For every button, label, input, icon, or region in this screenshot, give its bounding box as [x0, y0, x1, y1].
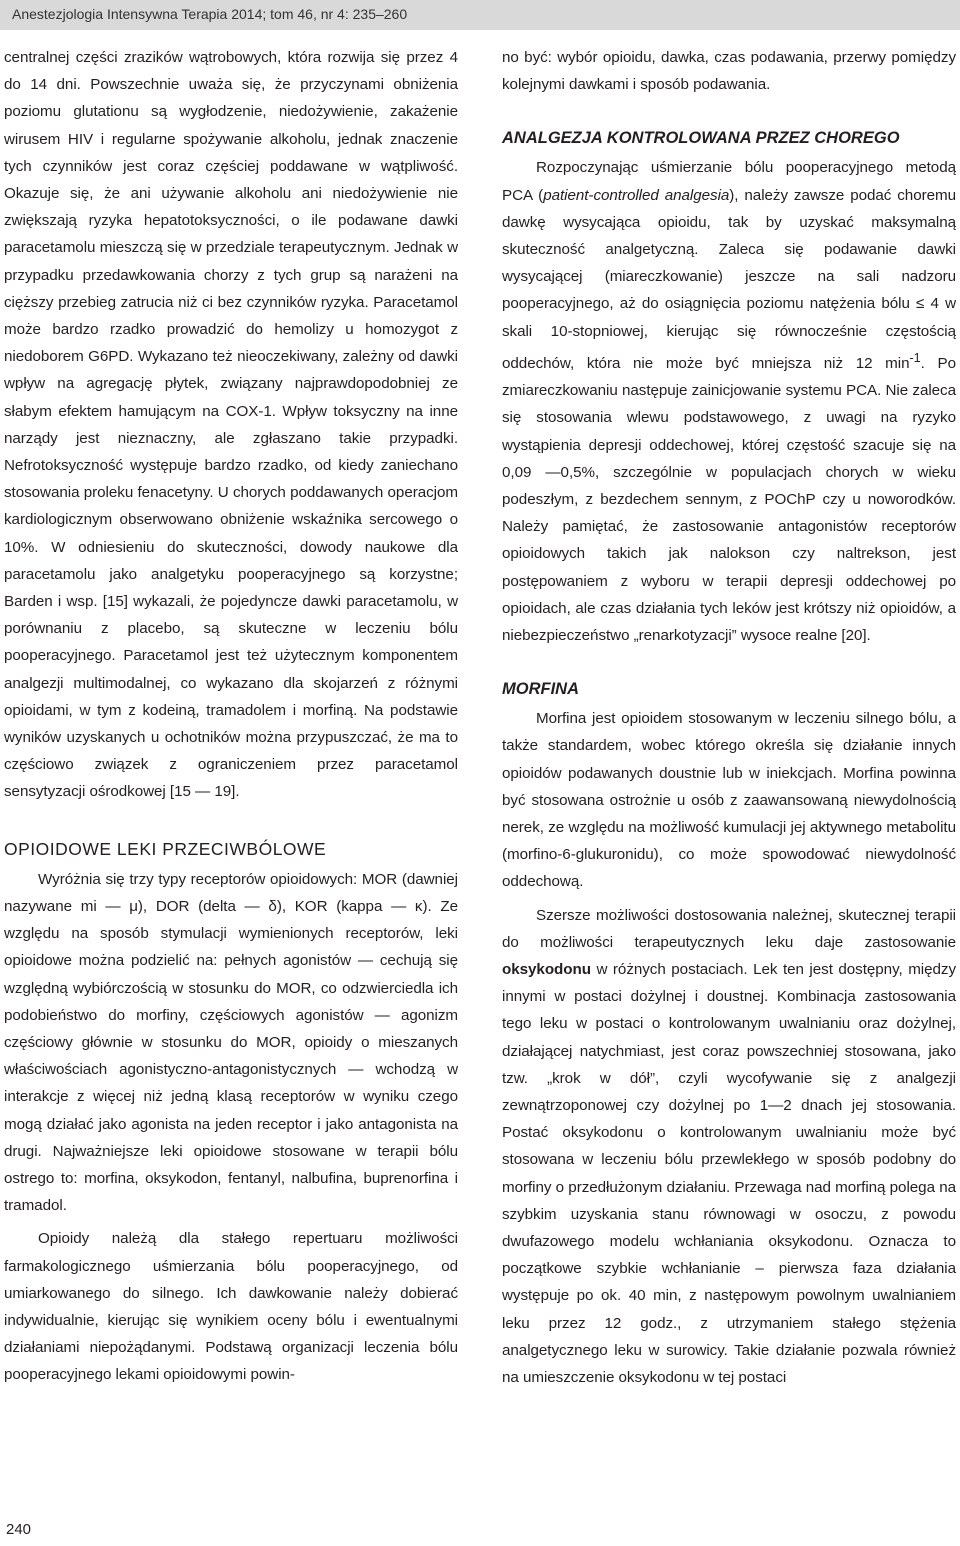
section-heading: OPIOIDOWE LEKI PRZECIWBÓLOWE: [4, 838, 327, 859]
body-paragraph: Opioidy należą dla stałego repertuaru możliwości farmakologicznego uśmierzania bólu pooperacyjnego, od umiarkowanego do silnego. Ich dawkowanie należy dobierać indywidualnie, kierując się wynikiem oceny bólu i ewentualnymi działaniami niepożądanymi. Podstawą organizacji leczenia bólu pooperacyjnego lekami opioidowymi powin-: [4, 1230, 458, 1384]
text-run: . Po zmiareczkowaniu następuje zainicjowanie systemu PCA. Nie zaleca się stosowania wlewu podstawowego, z uwagi na ryzyko wystąpienia depresji oddechowej, której częstość szacuje się na 0,09 —0,5%, szczególnie w populacjach chorych w wieku podeszłym, z bezdechem sennym, z POChP czy u noworodków. Należy pamiętać, że zastosowanie antagonistów receptorów opioidowych takich jak nalokson czy naltrekson, jest postępowaniem z wyboru w terapii depresji oddechowej po opioidach, ale czas działania tych leków jest krótszy niż opioidów, a niebezpieczeństwo „renarkotyzacji” wysoce realne [20].: [502, 354, 956, 644]
text-run: ), należy zawsze podać choremu dawkę wysycająca opioidu, tak by uzyskać maksymalną skuteczność analgetyczną. Zaleca się podawanie dawki wysycającej (miareczkowanie) jeszcze na sali nadzoru pooperacyjnego, aż do osiągnięcia poziomu natężenia bólu ≤ 4 w skali 10-stopniowej, kierując się równocześnie częstością oddechów, która nie może być mniejsza niż 12 min: [502, 186, 956, 372]
text-run: Szersze możliwości dostosowania należnej, skutecznej terapii do możliwości terapeutycznych leku daje zastosowanie: [502, 906, 956, 951]
text-run: Rozpoczynając uśmierzanie bólu pooperacyjnego metodą PCA (: [502, 159, 956, 204]
superscript: -1: [909, 350, 921, 365]
left-column: [4, 44, 458, 1389]
subsection-heading: MORFINA: [502, 680, 579, 699]
body-paragraph: Wyróżnia się trzy typy receptorów opioidowych: MOR (dawniej nazywane mi — μ), DOR (delta — δ), KOR (kappa — κ). Ze względu na sposób stymulacji wymienionych receptorów, leki opioidowe można podzielić na: pełnych agonistów — cechują się względną wybiórczością w stosunku do MOR, co odzwierciedla ich podobieństwo do morfiny, częściowych agonistów — agonizm częściowy głównie w stosunku do MOR, opioidy o mieszanych właściwościach agonistyczno-antagonistycznych — wchodzą w interakcje z więcej niż jedną klasą receptorów w wyniku czego mogą działać jako agonista na jeden receptor i jako antagonista na drugi. Najważniejsze leki opioidowe stosowane w terapii bólu ostrego to: morfina, oksykodon, fentanyl, nalbufina, buprenorfina i tramadol.: [4, 870, 458, 1215]
italic-term: patient-controlled analgesia: [543, 186, 730, 204]
running-header: [0, 0, 960, 30]
right-column: [502, 44, 956, 1391]
body-paragraph: [502, 902, 956, 1392]
text-run: w różnych postaciach. Lek ten jest dostępny, między innymi w postaci dożylnej i doustnej. Kombinacja zastosowania tego leku w postaci o kontrolowanym uwalnianiu oraz dożylnej, działającej natychmiast, jest coraz powszechniej stosowana, jako tzw. „krok w dół”, czyli wycofywanie się z analgezji zewnątrzoponowej czy dożylnej po 1—2 dnach jej stosowania. Postać oksykodonu o kontrolowanym uwalnianiu może być stosowana w leczeniu bólu przewlekłego w sposób podobny do morfiny o przedłużonym działaniu. Przewaga nad morfiną polega na szybkim uzyskania stanu równowagi w osoczu, z powodu dwufazowego modelu wchłaniania oksykodonu. Oznacza to początkowe szybkie wchłanianie – pierwsza faza działania występuje po ok. 40 min, z następowym powolnym uwalnianiem leku przez 12 godz., z utrzymaniem stałego stężenia analgetycznego leku w surowicy. Takie działanie pozwala również na umieszczenie oksykodonu w tej postaci: [502, 960, 956, 1386]
body-paragraph: centralnej części zrazików wątrobowych, która rozwija się przez 4 do 14 dni. Powszechnie uważa się, że przyczynami obniżenia poziomu glutationu są wygłodzenie, niedożywienie, zakażenie wirusem HIV i regularne spożywanie alkoholu, jednak znaczenie tych czynników jest coraz częściej poddawane w wątpliwość. Okazuje się, że ani używanie alkoholu ani niedożywienie nie zwiększają ryzyka hepatotoksyczności, o ile podawane dawki paracetamolu mieszczą się w przedziale terapeutycznym. Jednak w przypadku przedawkowania chorzy z tych grup są narażeni na cięższy przebieg zatrucia niż ci bez czynników ryzyka. Paracetamol może bardzo rzadko prowadzić do hemolizy u homozygot z niedoborem G6PD. Wykazano też nieoczekiwany, zależny od dawki wpływ na agregację płytek, związany najprawdopodobniej ze słabym efektem hamującym na COX-1. Wpływ toksyczny na inne narządy jest nieznaczny, ale zgłaszano takie przypadki. Nefrotoksyczność występuje bardzo rzadko, od kiedy zaniechano stosowania proleku fenacetyny. U chorych poddawanych operacjom kardiologicznym obserwowano obniżenie wskaźnika sercowego o 10%. W odniesieniu do skuteczności, dowody naukowe dla paracetamolu jako analgetyku pooperacyjnego są korzystne; Barden i wsp. [15] wykazali, że pojedyncze dawki paracetamolu, w porównaniu z placebo, są skuteczne w leczeniu bólu pooperacyjnego. Paracetamol jest też użytecznym komponentem analgezji multimodalnej, co wykazano dla skojarzeń z różnymi opioidami, w tym z kodeiną, tramadolem i morfiną. Na podstawie wyników uzyskanych u ochotników można przypuszczać, że ma to częściowo związek z ograniczeniem przez paracetamol sensytyzacji ośrodkowej [15 — 19].: [4, 49, 458, 801]
body-paragraph: Morfina jest opioidem stosowanym w leczeniu silnego bólu, a także standardem, wobec którego określa się działanie innych opioidów podawanych doustnie lub w iniekcjach. Morfina powinna być stosowana ostrożnie u osób z zaawansowaną niewydolnością nerek, ze względu na możliwość kumulacji jej aktywnego metabolitu (morfino-6-glukuronidu), co może spowodować niewydolność oddechową.: [502, 710, 956, 891]
body-paragraph: no być: wybór opioidu, dawka, czas podawania, przerwy pomiędzy kolejnymi dawkami i sposób podawania.: [502, 49, 956, 94]
running-title: Anestezjologia Intensywna Terapia 2014; tom 46, nr 4: 235–260: [12, 6, 408, 22]
subsection-heading: ANALGEZJA KONTROLOWANA PRZEZ CHOREGO: [502, 129, 900, 148]
bold-term: oksykodonu: [502, 960, 591, 978]
body-paragraph: [502, 154, 956, 649]
page-number: 240: [6, 1521, 32, 1538]
